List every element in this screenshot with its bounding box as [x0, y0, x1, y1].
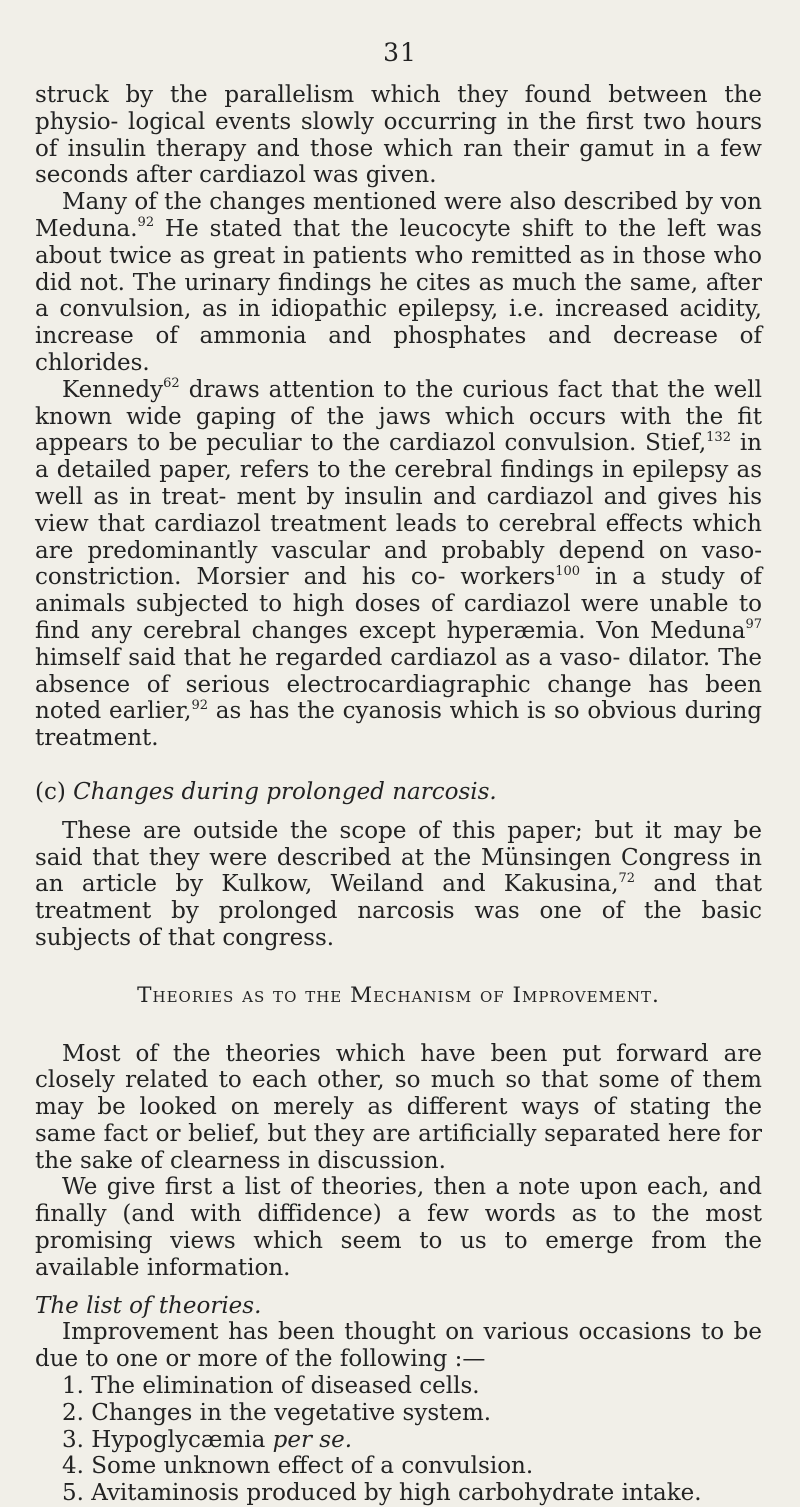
paragraph-text: as has the cyanosis which is so obvious during treatment.	[35, 698, 763, 752]
list-intro: Improvement has been thought on various occasions to be due to one or more of the following :—	[35, 1319, 762, 1373]
page-number: 31	[383, 38, 417, 67]
list-item: 3. Hypoglycæmia per se.	[62, 1426, 353, 1453]
section-label: (c)	[35, 778, 66, 805]
paragraph-narcosis	[35, 818, 762, 952]
paragraph-continuation: struck by the parallelism which they found between the physio- logical events slowly occurring in the first two hours of insulin therapy and those which ran their gamut in a few seconds after cardiazol was given.	[35, 82, 762, 189]
paragraph-text: draws attention to the curious fact that the well known wide gaping of the jaws which occurs with the fit appears to be peculiar to the cardiazol convulsion. Stief,	[35, 376, 762, 457]
footnote-ref: 72	[618, 870, 636, 886]
paragraph-theories-intro: Most of the theories which have been put forward are closely related to each other, so much so that some of them may be looked on merely as different ways of stating the same fact or belief, but they are artificially separated here for the sake of clearness in discussion.	[35, 1040, 762, 1174]
list-item: 4. Some unknown effect of a convulsion.	[62, 1453, 534, 1480]
section-subheading	[35, 779, 762, 806]
list-item: 1. The elimination of diseased cells.	[62, 1373, 480, 1400]
section-title: Changes during prolonged narcosis.	[73, 778, 497, 805]
paragraph-meduna-changes	[35, 189, 762, 377]
list-item: 5. Avitaminosis produced by high carbohydrate intake.	[62, 1480, 702, 1507]
document-body	[35, 82, 762, 1507]
footnote-ref: 92	[137, 215, 155, 231]
paragraph-text: in a study of animals subjected to high doses of cardiazol were unable to find any cerebral changes except hyperæmia. Von Meduna	[35, 564, 763, 644]
paragraph-kennedy	[35, 377, 762, 752]
list-title: The list of theories.	[35, 1292, 262, 1319]
paragraph-text: Kennedy	[62, 376, 164, 403]
paragraph-text: Many of the changes mentioned were also described by von Meduna.	[35, 189, 762, 242]
section-heading: Theories as to the Mechanism of Improvement.	[137, 982, 660, 1008]
theories-list	[35, 1373, 762, 1507]
footnote-ref: 97	[745, 617, 762, 633]
list-item: 2. Changes in the vegetative system.	[62, 1399, 492, 1426]
paragraph-text: and that treatment by prolonged narcosis was one of the basic subjects of that congress.	[35, 871, 763, 951]
paragraph-text: himself said that he regarded cardiazol as a vaso- dilator. The absence of serious electrocardiagraphic change has been noted earlier,	[35, 644, 762, 725]
paragraph-theories-plan: We give first a list of theories, then a note upon each, and finally (and with diffidence) a few words as to the most promising views which seem to us to emerge from the available information.	[35, 1174, 762, 1281]
paragraph-text: He stated that the leucocyte shift to the left was about twice as great in patients who remitted as in those who did not. The urinary findings he cites as much the same, after a convulsion, as in idiopathic epilepsy, i.e. increased acidity, increase of ammonia and phosphates and decrease of chlorides.	[35, 215, 762, 376]
footnote-ref: 100	[555, 563, 581, 579]
footnote-ref: 132	[706, 429, 731, 445]
footnote-ref: 92	[191, 697, 208, 713]
paragraph-text: These are outside the scope of this paper; but it may be said that they were described at the Münsingen Congress in an article by Kulkow, Weiland and Kakusina,	[35, 817, 762, 898]
footnote-ref: 62	[163, 376, 180, 392]
paragraph-text: in a detailed paper, refers to the cerebral findings in epilepsy as well as in treat- ment by insulin and cardiazol and gives his view that cardiazol treatment leads to cerebral effects which are predominantly vascular and probably depend on vaso-constriction. Morsier and his co- workers	[35, 430, 762, 591]
